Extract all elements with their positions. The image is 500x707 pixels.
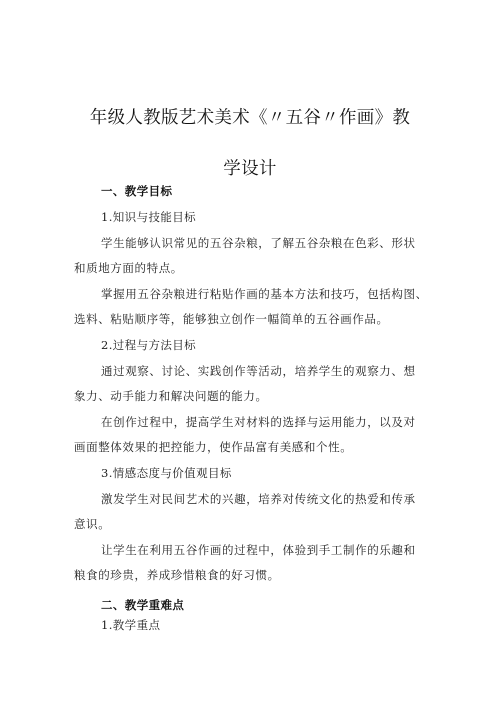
paragraph-line: 粮食的珍贵，养成珍惜粮食的好习惯。 <box>74 568 280 582</box>
paragraph-line: 学生能够认识常见的五谷杂粮，了解五谷杂粮在色彩、形状 <box>101 236 416 250</box>
document-title-line-2: 学设计 <box>223 159 277 179</box>
section-heading-teaching-goals: 一、教学目标 <box>101 184 173 198</box>
paragraph-line: 让学生在利用五谷作画的过程中，体验到手工制作的乐趣和 <box>101 543 416 557</box>
subsection-heading-emotion-values: 3.情感态度与价值观目标 <box>101 466 232 480</box>
document-title-line-1: 年级人教版艺术美术《〃五谷〃作画》教 <box>89 108 411 128</box>
paragraph-line: 在创作过程中，提高学生对材料的选择与运用能力，以及对 <box>101 415 416 429</box>
section-heading-key-difficulties: 二、教学重难点 <box>101 598 185 612</box>
paragraph-line: 掌握用五谷杂粮进行粘贴作画的基本方法和技巧，包括构图、 <box>101 287 428 301</box>
subsection-heading-process-methods: 2.过程与方法目标 <box>101 338 197 352</box>
paragraph-line: 选料、粘贴顺序等，能够独立创作一幅简单的五谷画作品。 <box>74 312 389 326</box>
paragraph-line: 象力、动手能力和解决问题的能力。 <box>74 389 268 403</box>
paragraph-line: 通过观察、讨论、实践创作等活动，培养学生的观察力、想 <box>101 364 416 378</box>
paragraph-line: 激发学生对民间艺术的兴趣，培养对传统文化的热爱和传承 <box>101 492 416 506</box>
paragraph-line: 画面整体效果的把控能力，使作品富有美感和个性。 <box>74 440 353 454</box>
subsection-heading-teaching-focus: 1.教学重点 <box>101 618 161 632</box>
paragraph-line: 和质地方面的特点。 <box>74 261 183 275</box>
paragraph-line: 意识。 <box>74 517 111 531</box>
subsection-heading-knowledge-skills: 1.知识与技能目标 <box>101 210 197 224</box>
